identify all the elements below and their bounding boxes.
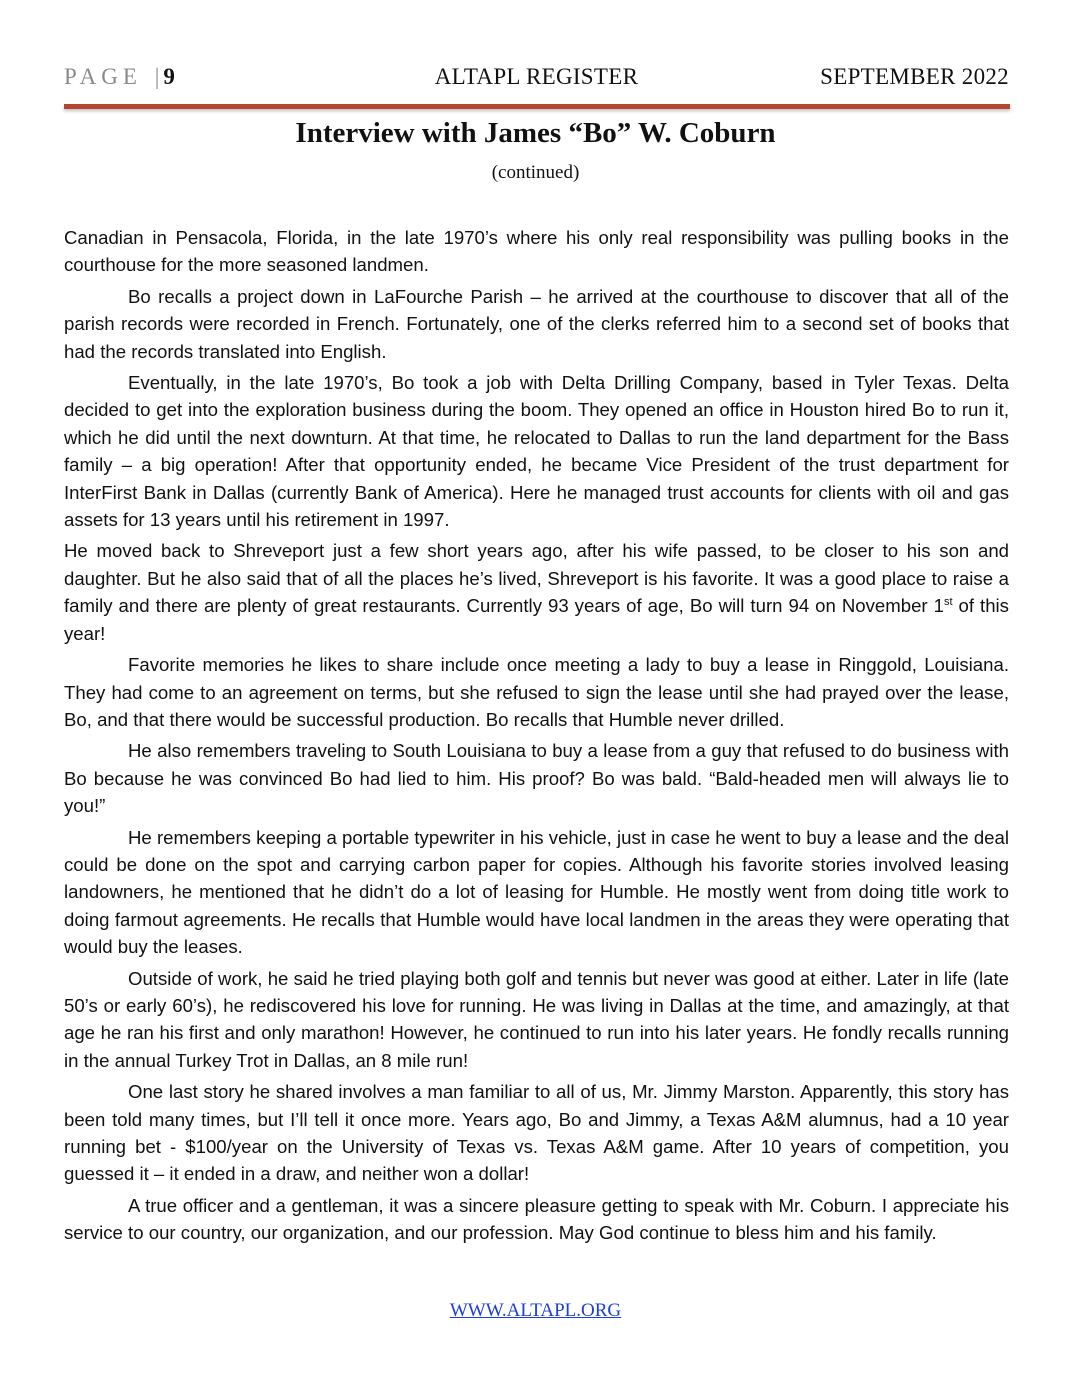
page-header xyxy=(64,64,1009,100)
article-body xyxy=(64,224,1009,1251)
paragraph: A true officer and a gentleman, it was a sincere pleasure getting to speak with Mr. Coburn. I appreciate his service to our country, our organization, and our profession. May God continue to bless him and his family. xyxy=(64,1194,1009,1244)
paragraph-text: He moved back to Shreveport just a few short years ago, after his wife passed, to be closer to his son and daughter. But he also said that of all the places he’s lived, Shreveport is his favorite. It was a good place to raise a family and there are plenty of great restaurants. Currently 93 years of age, Bo will turn 94 on November 1 xyxy=(64,540,1009,617)
issue-date: SEPTEMBER 2022 xyxy=(820,64,1009,89)
page-word: PAGE xyxy=(64,64,142,89)
paragraph-tail: of this year! xyxy=(64,595,1009,644)
paragraph: Outside of work, he said he tried playing both golf and tennis but never was good at either. Later in life (late 50’s or early 60’s), he rediscovered his love for running. He was living in Dallas at the time, and amazingly, at that age he ran his first and only marathon! However, he continued to run into his later years. He fondly recalls running in the annual Turkey Trot in Dallas, an 8 mile run! xyxy=(64,967,1009,1071)
article-subtitle: (continued) xyxy=(491,162,580,183)
paragraph: One last story he shared involves a man familiar to all of us, Mr. Jimmy Marston. Apparently, this story has been told many times, but I’ll tell it once more. Years ago, Bo and Jimmy, a Texas A&M alumnus, had a 10 year running bet - $100/year on the University of Texas vs. Texas A&M game. After 10 years of competition, you guessed it – it ended in a draw, and neither won a dollar! xyxy=(64,1081,1009,1185)
header-divider xyxy=(64,104,1010,109)
ordinal-superscript: st xyxy=(943,596,953,609)
page-separator: | xyxy=(154,64,160,89)
website-link[interactable]: WWW.ALTAPL.ORG xyxy=(449,1300,622,1321)
paragraph: Bo recalls a project down in LaFourche Parish – he arrived at the courthouse to discover that all of the parish records were recorded in French. Fortunately, one of the clerks referred him to a second set of books that had the records translated into English. xyxy=(64,285,1009,362)
paragraph: Eventually, in the late 1970’s, Bo took a job with Delta Drilling Company, based in Tyler Texas. Delta decided to get into the exploration business during the boom. They opened an office in Houston hired Bo to run it, which he did until the next downturn. At that time, he relocated to Dallas to run the land department for the Bass family – a big operation! After that opportunity ended, he became Vice President of the trust department for InterFirst Bank in Dallas (currently Bank of America). Here he managed trust accounts for clients with oil and gas assets for 13 years until his retirement in 1997. xyxy=(64,372,1009,531)
article-title: Interview with James “Bo” W. Coburn xyxy=(295,117,776,149)
paragraph: He remembers keeping a portable typewriter in his vehicle, just in case he went to buy a lease and the deal could be done on the spot and carrying carbon paper for copies. Although his favorite stories involved leasing landowners, he mentioned that he didn’t do a lot of leasing for Humble. He mostly went from doing title work to doing farmout agreements. He recalls that Humble would have local landmen in the areas they were operating that would buy the leases. xyxy=(64,826,1009,958)
paragraph xyxy=(64,537,1009,647)
page-footer xyxy=(0,1300,1071,1322)
page-number: 9 xyxy=(163,64,175,89)
paragraph: He also remembers traveling to South Louisiana to buy a lease from a guy that refused to do business with Bo because he was convinced Bo had lied to him. His proof? Bo was bald. “Bald-headed men will always lie to you!” xyxy=(64,740,1009,817)
publication-name: ALTAPL REGISTER xyxy=(434,64,639,89)
paragraph: Canadian in Pensacola, Florida, in the late 1970’s where his only real responsibility was pulling books in the courthouse for the more seasoned landmen. xyxy=(64,227,1009,276)
paragraph: Favorite memories he likes to share include once meeting a lady to buy a lease in Ringgold, Louisiana. They had come to an agreement on terms, but she refused to sign the lease until she had prayed over the lease, Bo, and that there would be successful production. Bo recalls that Humble never drilled. xyxy=(64,654,1009,730)
